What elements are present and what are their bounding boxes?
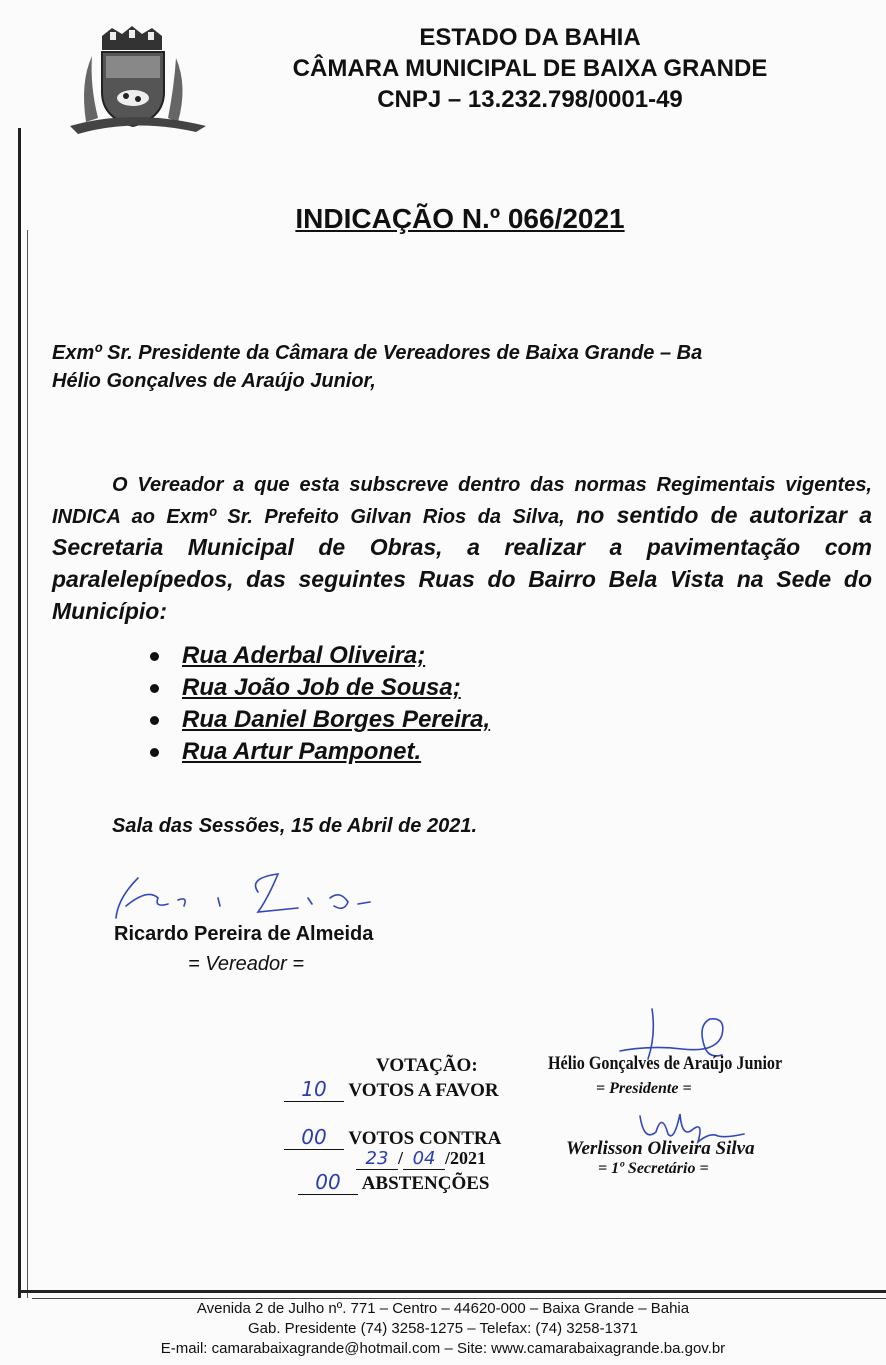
- footer-contact: E-mail: camarabaixagrande@hotmail.com – Site: www.camarabaixagrande.ba.gov.br: [160, 1340, 726, 1357]
- voting-date-month: 04: [403, 1148, 445, 1170]
- list-item: Rua Aderbal Oliveira;: [150, 640, 490, 672]
- header-state: ESTADO DA BAHIA: [419, 24, 641, 51]
- list-item: Rua Artur Pamponet.: [150, 736, 490, 768]
- vereador-signature: [108, 868, 388, 928]
- bullet-icon: [150, 684, 159, 693]
- votes-abstention-row: [298, 1170, 489, 1195]
- secretary-name: Werlisson Oliveira Silva: [566, 1138, 755, 1159]
- street-list: [150, 640, 490, 768]
- body-paragraph: [52, 470, 872, 628]
- votes-against-label: VOTOS CONTRA: [348, 1128, 502, 1149]
- president-name: Hélio Gonçalves de Araújo Junior: [548, 1053, 783, 1074]
- author-name: Ricardo Pereira de Almeida: [114, 923, 374, 945]
- addressee-line-2: Hélio Gonçalves de Araújo Junior,: [52, 370, 376, 392]
- session-date: Sala das Sessões, 15 de Abril de 2021.: [112, 815, 478, 837]
- votes-abstention-count: 00: [298, 1170, 358, 1195]
- votes-favor-count: 10: [284, 1077, 344, 1102]
- list-item: Rua Daniel Borges Pereira,: [150, 704, 490, 736]
- bullet-icon: [150, 652, 159, 661]
- voting-title: VOTAÇÃO:: [376, 1055, 478, 1076]
- footer-phones: Gab. Presidente (74) 3258-1275 – Telefax: (74) 3258-1371: [248, 1320, 638, 1337]
- votes-against-row: [284, 1125, 501, 1150]
- voting-date: 23 / 04 /2021: [356, 1148, 486, 1170]
- municipal-coat-of-arms-logo: [66, 22, 211, 137]
- left-border-rule: [18, 128, 21, 1298]
- bullet-icon: [150, 716, 159, 725]
- footer-divider: [18, 1290, 886, 1293]
- document-title: INDICAÇÃO N.º 066/2021: [295, 203, 625, 234]
- votes-favor-label: VOTOS A FAVOR: [348, 1080, 499, 1101]
- footer-address: Avenida 2 de Julho nº. 771 – Centro – 44620-000 – Baixa Grande – Bahia: [196, 1300, 690, 1317]
- voting-date-day: 23: [356, 1148, 398, 1170]
- addressee-line-1: Exmº Sr. Presidente da Câmara de Vereadores de Baixa Grande – Ba: [52, 342, 703, 364]
- header-cnpj: CNPJ – 13.232.798/0001-49: [377, 86, 683, 113]
- author-role: = Vereador =: [188, 953, 305, 975]
- body-text-part-1: O Vereador a que esta subscreve dentro das normas Regimentais vigentes, INDICA ao Exmº Sr. Prefeito Gilvan Rios da Silva,: [52, 474, 872, 528]
- list-item: Rua João Job de Sousa;: [150, 672, 490, 704]
- voting-date-year: /2021: [445, 1148, 487, 1168]
- bullet-icon: [150, 748, 159, 757]
- votes-abstention-label: ABSTENÇÕES: [361, 1173, 490, 1194]
- votes-against-count: 00: [284, 1125, 344, 1150]
- left-border-rule-inner: [27, 230, 28, 1298]
- president-role: = Presidente =: [596, 1080, 692, 1097]
- body-text-part-2: no sentido de autorizar a Secretaria Municipal de Obras, a realizar a pavimentação com paralelepípedos, das seguintes Ruas do Bairro Bela Vista na Sede do Município:: [52, 502, 872, 624]
- secretary-role: = 1º Secretário =: [598, 1160, 709, 1177]
- header-chamber: CÂMARA MUNICIPAL DE BAIXA GRANDE: [292, 55, 768, 82]
- votes-favor-row: [284, 1077, 499, 1102]
